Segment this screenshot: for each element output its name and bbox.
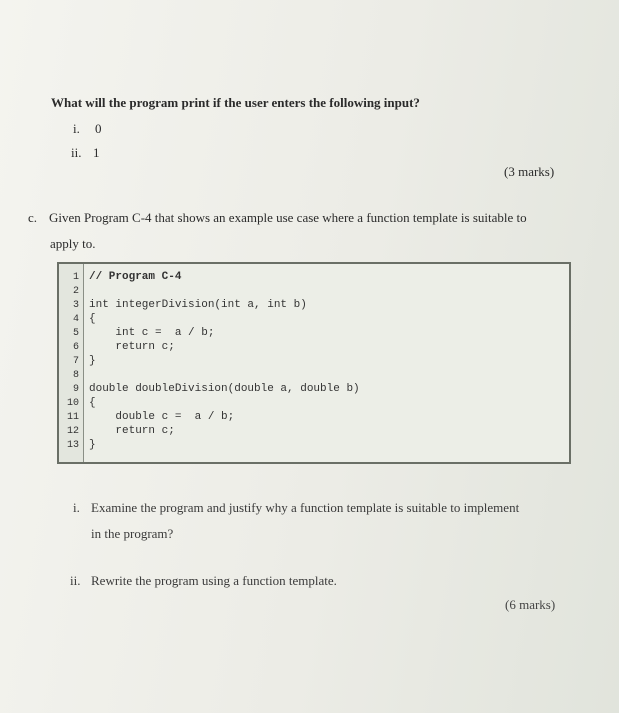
question-c-line-1: Given Program C-4 that shows an example use case where a function template is suitable to <box>49 210 527 225</box>
line-number: 9 <box>72 384 79 395</box>
option-ii-value: 1 <box>93 145 100 160</box>
line-number: 10 <box>66 398 79 409</box>
code-line: double c = a / b; <box>89 411 235 423</box>
code-line: { <box>89 397 96 409</box>
line-number: 12 <box>66 426 79 437</box>
line-number: 3 <box>72 300 79 311</box>
code-line: return c; <box>89 425 175 437</box>
sub-question-i-line-1: Examine the program and justify why a function template is suitable to implement <box>91 500 520 515</box>
code-line: double doubleDivision(double a, double b) <box>89 383 360 395</box>
line-number: 8 <box>72 370 79 381</box>
sub-question-i-line-2: in the program? <box>91 526 174 541</box>
code-line: int c = a / b; <box>89 327 215 339</box>
line-number: 2 <box>72 286 79 297</box>
option-i <box>73 121 102 137</box>
line-number: 6 <box>72 342 79 353</box>
code-line: int integerDivision(int a, int b) <box>89 299 307 311</box>
line-number: 11 <box>66 412 79 423</box>
option-ii-number: ii. <box>71 145 82 160</box>
code-line: { <box>89 313 96 325</box>
line-number: 4 <box>72 314 79 325</box>
sub-question-i-number: i. <box>73 500 80 515</box>
option-i-number: i. <box>73 121 80 136</box>
program-c4-code-box <box>57 262 571 464</box>
question-c-line-2: apply to. <box>50 236 96 251</box>
question-b-marks: (3 marks) <box>504 164 555 179</box>
line-number: 5 <box>72 328 79 339</box>
line-number: 7 <box>72 356 79 367</box>
sub-question-ii-number: ii. <box>70 573 81 588</box>
option-ii <box>71 145 100 161</box>
line-number: 13 <box>66 440 79 451</box>
code-line: } <box>89 355 96 367</box>
option-i-value: 0 <box>95 121 102 136</box>
line-number: 1 <box>72 272 79 283</box>
question-c-marks: (6 marks) <box>505 597 556 612</box>
code-line: } <box>89 439 96 451</box>
code-line: return c; <box>89 341 175 353</box>
question-b-prompt: What will the program print if the user enters the following input? <box>51 95 420 110</box>
question-c-letter: c. <box>28 210 38 225</box>
code-line: // Program C-4 <box>89 271 182 283</box>
line-number-gutter <box>59 264 84 462</box>
sub-question-ii-text: Rewrite the program using a function template. <box>91 573 337 588</box>
